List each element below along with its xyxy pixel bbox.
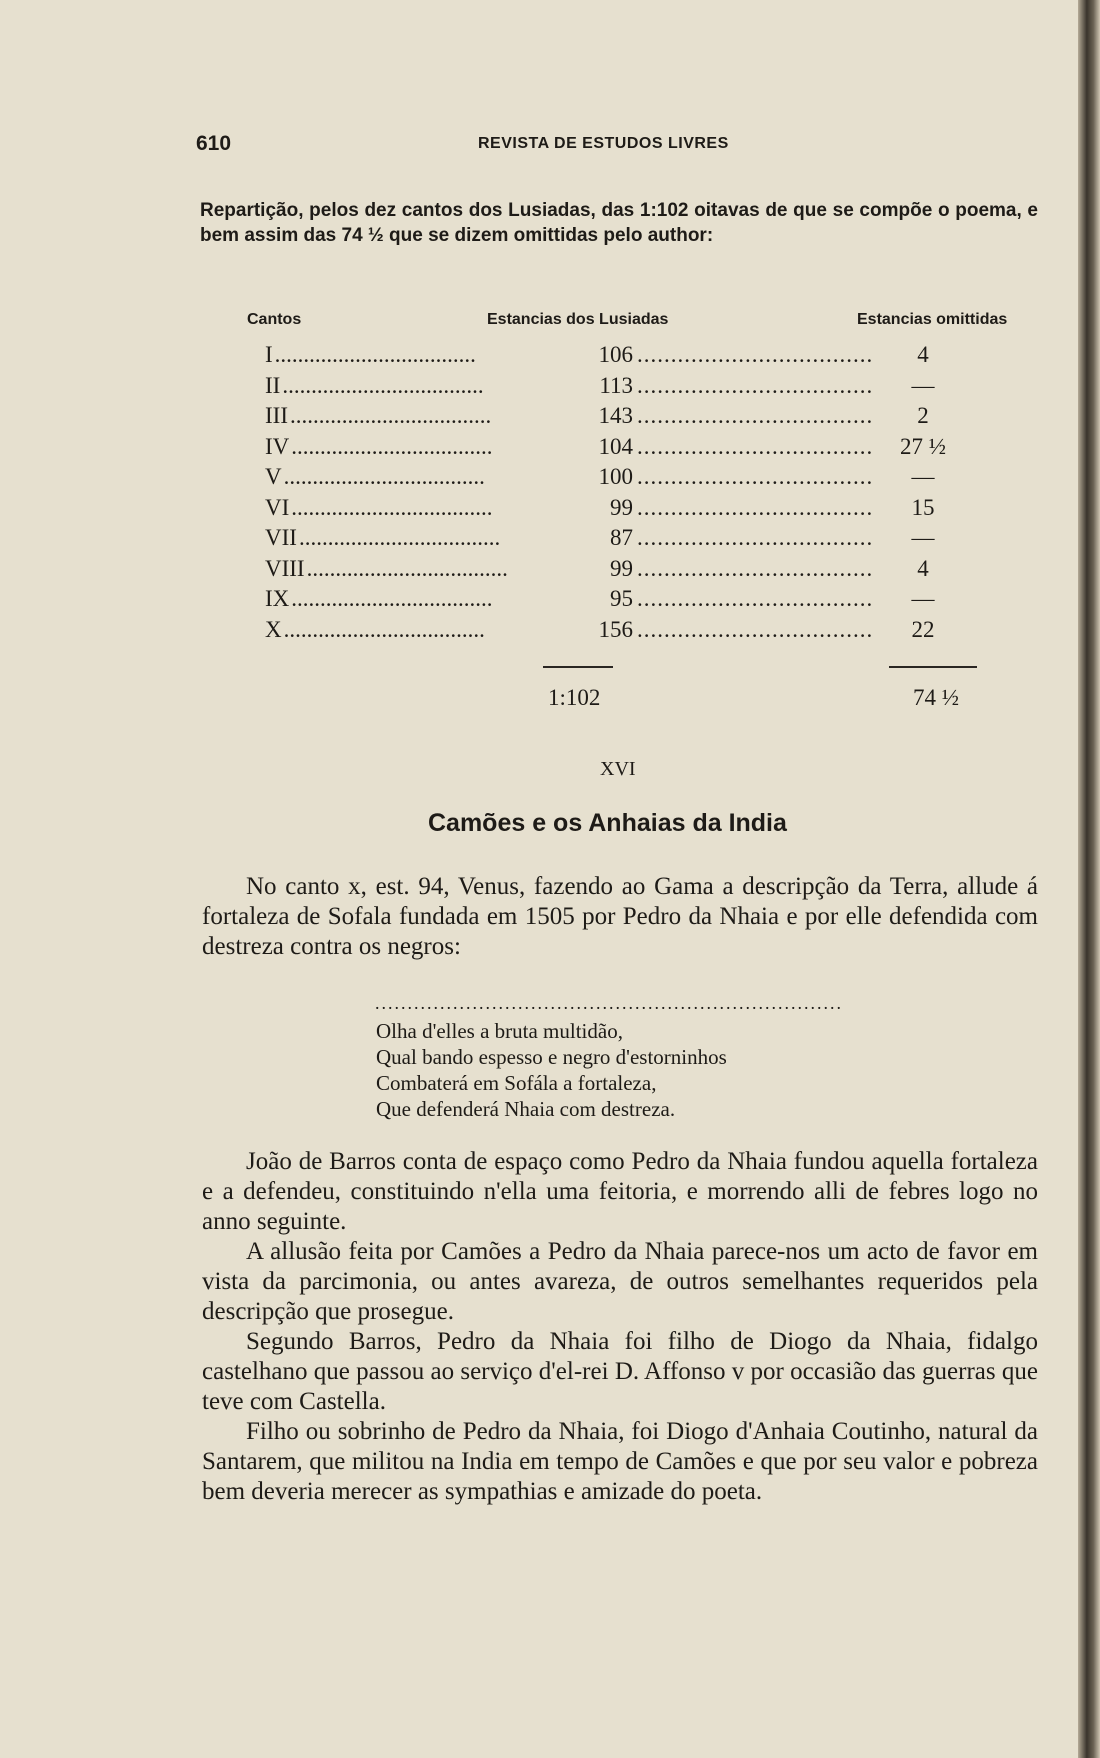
leader-dots: ................................... bbox=[637, 372, 874, 398]
estancias-value: 143 bbox=[598, 403, 633, 428]
omittidas-value: 22 bbox=[911, 616, 935, 642]
leader-dots: ................................... bbox=[637, 464, 874, 489]
canto-label: VIII................................... bbox=[265, 555, 508, 581]
paragraph: A allusão feita por Camões a Pedro da Nhaia parece-nos um acto de favor em vista da parcimonia, ou antes avareza, de outros semelhantes requeridos pela descripção que prosegue. bbox=[202, 1238, 1038, 1325]
estancias-value: 100 bbox=[598, 464, 633, 489]
canto-numeral: III bbox=[265, 403, 288, 428]
page-number: 610 bbox=[196, 132, 232, 155]
paragraph: No canto x, est. 94, Venus, fazendo ao Gama a descripção da Terra, allude á fortaleza de Sofala fundada em 1505 por Pedro da Nhaia e por elle defendida com destreza contra os negros: bbox=[202, 873, 1038, 960]
estancias-value: 156 bbox=[598, 616, 633, 642]
estancias-value: 99 bbox=[610, 555, 633, 581]
section-number: XVI bbox=[600, 758, 636, 780]
leader-dots: ................................... bbox=[637, 555, 874, 581]
total-rule-omittidas bbox=[889, 666, 977, 668]
intro-text: Repartição, pelos dez cantos dos Lusiadas, das 1:102 oitavas de que se compõe o poema, e bem assim das 74 ½ que se dizem omittidas pelo author: bbox=[200, 200, 1038, 246]
canto-numeral: VI bbox=[265, 494, 290, 520]
estancias-value: 99 bbox=[610, 494, 633, 520]
canto-label: IX................................... bbox=[265, 586, 493, 611]
omittidas-value: — bbox=[911, 372, 935, 398]
estancias-value: 106 bbox=[598, 342, 633, 367]
total-rule-estancias bbox=[543, 666, 613, 668]
canto-numeral: II bbox=[265, 372, 281, 398]
paragraph: Segundo Barros, Pedro da Nhaia foi filho de Diogo da Nhaia, fidalgo castelhano que passou ao serviço d'el-rei D. Affonso v por occasião das guerras que teve com Castella. bbox=[202, 1328, 1038, 1415]
verse-line: Combaterá em Sofála a fortaleza, bbox=[376, 1071, 657, 1095]
omittidas-value: — bbox=[911, 586, 935, 611]
paragraphs-after-verse bbox=[202, 1147, 1038, 1507]
table-row bbox=[265, 617, 1045, 647]
canto-numeral: IV bbox=[265, 433, 290, 459]
canto-label: V................................... bbox=[265, 464, 485, 489]
table-row bbox=[265, 525, 1045, 555]
canto-numeral: I bbox=[265, 342, 273, 367]
section-title: Camões e os Anhaias da India bbox=[428, 809, 787, 837]
canto-numeral: X bbox=[265, 616, 282, 642]
running-title: REVISTA DE ESTUDOS LIVRES bbox=[478, 135, 729, 152]
paragraph: Filho ou sobrinho de Pedro da Nhaia, foi Diogo d'Anhaia Coutinho, natural da Santarem, que militou na India em tempo de Camões e que por seu valor e pobreza bem deveria merecer as sympathias e amizade do poeta. bbox=[202, 1418, 1038, 1505]
omittidas-value: — bbox=[911, 464, 935, 489]
column-header-estancias: Estancias dos Lusiadas bbox=[487, 311, 669, 328]
canto-label: VI................................... bbox=[265, 494, 493, 520]
omittidas-value: 4 bbox=[917, 342, 929, 367]
table-row bbox=[265, 586, 1045, 616]
leader-dots: ................................... bbox=[637, 342, 874, 367]
verse-line: Que defenderá Nhaia com destreza. bbox=[376, 1097, 676, 1121]
canto-label: III................................... bbox=[265, 403, 492, 428]
canto-label: I................................... bbox=[265, 342, 476, 367]
omittidas-value: — bbox=[911, 525, 935, 550]
column-header-omittidas: Estancias omittidas bbox=[857, 311, 1008, 328]
canto-label: X................................... bbox=[265, 616, 485, 642]
canto-numeral: VIII bbox=[265, 555, 305, 581]
omittidas-value: 27 ½ bbox=[900, 433, 946, 459]
page-binding-edge bbox=[1078, 0, 1100, 1758]
canto-numeral: VII bbox=[265, 525, 297, 550]
estancias-value: 87 bbox=[610, 525, 633, 550]
canto-label: IV................................... bbox=[265, 433, 493, 459]
table-row bbox=[265, 373, 1045, 403]
page-header bbox=[196, 132, 1026, 156]
table-row bbox=[265, 434, 1045, 464]
total-omittidas: 74 ½ bbox=[913, 685, 959, 710]
estancias-value: 95 bbox=[610, 586, 633, 611]
table-intro bbox=[200, 198, 1038, 248]
verse-line: Qual bando espesso e negro d'estorninhos bbox=[376, 1045, 727, 1069]
canto-label: II................................... bbox=[265, 372, 484, 398]
verse-ellipsis-dots: ........................................................................ bbox=[375, 993, 843, 1013]
leader-dots: ................................... bbox=[637, 586, 874, 611]
verse-quote bbox=[376, 1018, 727, 1122]
omittidas-value: 2 bbox=[917, 403, 929, 428]
table-row bbox=[265, 403, 1045, 433]
leader-dots: ................................... bbox=[637, 616, 874, 642]
canto-numeral: IX bbox=[265, 586, 290, 611]
estancias-value: 104 bbox=[598, 433, 633, 459]
paragraphs-before-verse bbox=[202, 872, 1038, 962]
paragraph: João de Barros conta de espaço como Pedro da Nhaia fundou aquella fortaleza e a defendeu, constituindo n'ella uma feitoria, e morrendo alli de febres logo no anno seguinte. bbox=[202, 1148, 1038, 1235]
table-row bbox=[265, 556, 1045, 586]
column-header-cantos: Cantos bbox=[247, 311, 302, 328]
total-estancias: 1:102 bbox=[548, 685, 601, 710]
leader-dots: ................................... bbox=[637, 525, 874, 550]
leader-dots: ................................... bbox=[637, 494, 874, 520]
table-row bbox=[265, 342, 1045, 372]
omittidas-value: 4 bbox=[917, 555, 929, 581]
estancias-value: 113 bbox=[599, 372, 633, 398]
verse-line: Olha d'elles a bruta multidão, bbox=[376, 1019, 623, 1043]
canto-numeral: V bbox=[265, 464, 282, 489]
canto-label: VII................................... bbox=[265, 525, 501, 550]
table-row bbox=[265, 495, 1045, 525]
omittidas-value: 15 bbox=[911, 494, 935, 520]
table-row bbox=[265, 464, 1045, 494]
leader-dots: ................................... bbox=[637, 403, 874, 428]
leader-dots: ................................... bbox=[637, 433, 874, 459]
